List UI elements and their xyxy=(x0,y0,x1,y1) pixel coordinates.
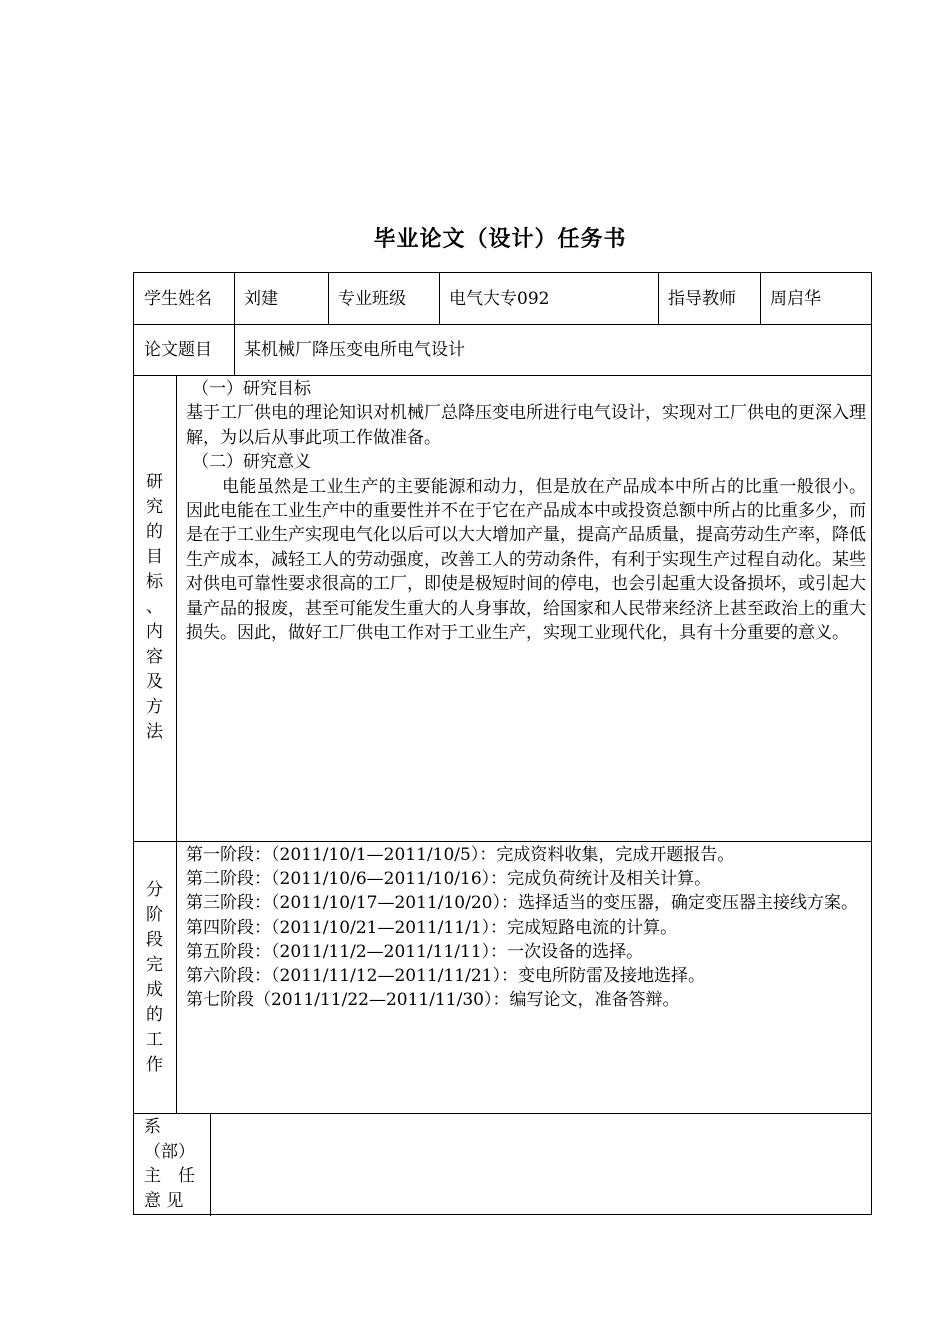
col-divider xyxy=(176,375,177,1113)
task-table xyxy=(133,272,872,1215)
stage-item: 第四阶段：（2011/10/21—2011/11/1）：完成短路电流的计算。 xyxy=(186,917,678,938)
col-divider xyxy=(234,273,235,324)
row-divider xyxy=(134,375,871,376)
major-class-label: 专业班级 xyxy=(338,289,406,309)
stage-item: 第一阶段：（2011/10/1—2011/10/5）：完成资料收集，完成开题报告。 xyxy=(186,845,735,865)
stages-section-label: 分 阶 段 完 成 的 工 作 xyxy=(146,880,163,1075)
major-class-value: 电气大专092 xyxy=(449,289,550,309)
col-divider xyxy=(760,273,761,324)
stage-item: 第二阶段：（2011/10/6—2011/10/16）：完成负荷统计及相关计算。 xyxy=(186,869,712,890)
col-divider xyxy=(328,273,329,324)
topic-value: 某机械厂降压变电所电气设计 xyxy=(244,340,465,360)
research-significance-text: 电能虽然是工业生产的主要能源和动力，但是放在产品成本中所占的比重一般很小。因此电能在工业生产中的重要性并不在于它在产品成本中或投资总额中所占的比重多少，而是在于工业生产实现电气化以后可以大大增加产量，提高产品质量，提高劳动生产率，降低生产成本，减轻工人的劳动强度，改善工人的劳动条件，有利于实现生产过程自动化。某些对供电可靠性要求很高的工厂，即使是极短时间的停电，也会引起重大设备损坏，或引起大量产品的报废，甚至可能发生重大的人身事故，给国家和人民带来经济上甚至政治上的重大损失。因此，做好工厂供电工作对于工业生产，实现工业现代化，具有十分重要的意义。 xyxy=(186,476,866,644)
row-divider xyxy=(134,324,871,325)
col-divider xyxy=(234,324,235,375)
col-divider xyxy=(658,273,659,324)
row-divider xyxy=(134,1113,871,1114)
research-content xyxy=(186,377,866,645)
document-title: 毕业论文（设计）任务书 xyxy=(373,227,627,252)
col-divider xyxy=(439,273,440,324)
advisor-label: 指导教师 xyxy=(668,289,736,309)
research-goal-heading: （一）研究目标 xyxy=(192,379,311,399)
stage-item: 第五阶段：（2011/11/2—2011/11/11）：一次设备的选择。 xyxy=(186,941,644,962)
col-divider xyxy=(210,1113,211,1216)
advisor-value: 周启华 xyxy=(770,289,821,309)
stage-item: 第七阶段（2011/11/22—2011/11/30）：编写论文，准备答辩。 xyxy=(186,990,680,1011)
research-significance-heading: （二）研究意义 xyxy=(192,452,311,473)
dept-opinion-label: 系 （部） 主 任 意 见 xyxy=(144,1117,195,1211)
row-divider xyxy=(134,841,871,842)
stage-item: 第六阶段：（2011/11/12—2011/11/21）：变电所防雷及接地选择。 xyxy=(186,966,705,987)
stages-content xyxy=(186,843,866,1012)
student-name-value: 刘建 xyxy=(244,289,278,309)
student-name-label: 学生姓名 xyxy=(144,289,212,309)
topic-label: 论文题目 xyxy=(144,340,212,360)
research-section-label: 研 究 的 目 标 、 内 容 及 方 法 xyxy=(146,472,163,742)
stage-item: 第三阶段：（2011/10/17—2011/10/20）：选择适当的变压器，确定变压器主接线方案。 xyxy=(186,893,858,914)
research-goal-text: 基于工厂供电的理论知识对机械厂总降压变电所进行电气设计，实现对工厂供电的更深入理解，为以后从事此项工作做准备。 xyxy=(186,403,866,448)
